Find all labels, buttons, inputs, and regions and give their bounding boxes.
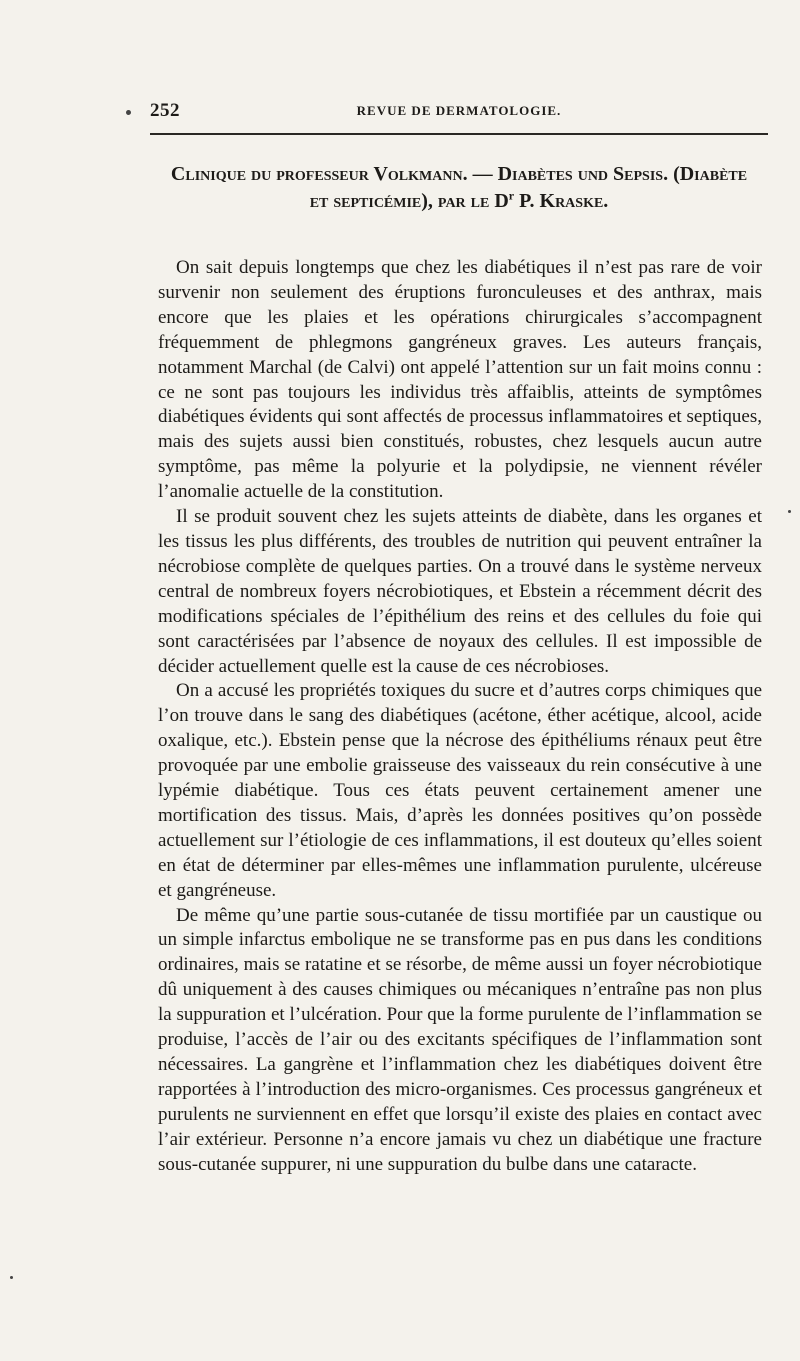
article-title-line-1: Clinique du professeur Volkmann. — Diabètes und Sepsis. (Diabète bbox=[170, 163, 748, 185]
article-title-line-2-start: et septicémie), par le D bbox=[309, 190, 509, 212]
margin-mark-dot bbox=[126, 110, 131, 115]
running-head bbox=[150, 100, 768, 124]
paragraph-2: Il se produit souvent chez les sujets atteints de diabète, dans les organes et les tissus les plus différents, des troubles de nutrition qui peuvent entraîner la nécrobiose complète de quelques parties. On a trouvé dans le système nerveux central de nombreux foyers nécrobiotiques, et Ebstein a récemment décrit des modifications spéciales de l’épithélium des reins et des cellules du foie qui sont caractérisées par l’absence de noyaux des cellules. Il est impossible de décider actuellement quelle est la cause de ces nécrobioses. bbox=[158, 506, 762, 677]
paragraph-4: De même qu’une partie sous-cutanée de tissu mortifiée par un caustique ou un simple infarctus embolique ne se transforme pas en pus dans les conditions ordinaires, mais se ratatine et se résorbe, de même aussi un foyer nécrobiotique dû uniquement à des causes chimiques ou mécaniques n’entraîne pas non plus la suppuration et l’ulcération. Pour que la forme purulente de l’inflammation se produise, l’accès de l’air ou des excitants spécifiques de l’inflammation sont nécessaires. La gangrène et l’inflammation chez les diabétiques doivent être rapportées à l’introduction des micro-organismes. Ces processus gangréneux et purulents ne surviennent en effet que lorsqu’il existe des plaies en contact avec l’air extérieur. Personne n’a encore jamais vu chez un diabétique une fracture sous-cutanée suppurer, ni une suppuration du bulbe dans une cataracte. bbox=[158, 904, 762, 1175]
article-title-superscript: r bbox=[508, 188, 515, 203]
article-title bbox=[158, 161, 760, 215]
article-title-line-2-end: P. Kraske. bbox=[514, 190, 609, 212]
page-number: 252 bbox=[150, 100, 180, 121]
margin-mark-dot bbox=[788, 510, 791, 513]
journal-title: REVUE DE DERMATOLOGIE. bbox=[356, 103, 562, 118]
header-rule bbox=[150, 133, 768, 135]
margin-mark-dot bbox=[10, 1276, 13, 1279]
paragraph-3: On a accusé les propriétés toxiques du sucre et d’autres corps chimiques que l’on trouve dans le sang des diabétiques (acétone, éther acétique, alcool, acide oxalique, etc.). Ebstein pense que la nécrose des épithéliums rénaux peut être provoquée par une embolie graisseuse des vaisseaux du rein consécutive à une lypémie diabétique. Tous ces états peuvent certainement amener une mortification des tissus. Mais, d’après les données positives qu’on possède actuellement sur l’étiologie de ces inflammations, il est douteux qu’elles soient en état de déterminer par elles-mêmes une inflammation purulente, ulcéreuse et gangréneuse. bbox=[158, 680, 762, 901]
paragraph-1: On sait depuis longtemps que chez les diabétiques il n’est pas rare de voir survenir non seulement des éruptions furonculeuses et des anthrax, mais encore que les plaies et les opérations chirurgicales s’accompagnent fréquemment de phlegmons gangréneux graves. Les auteurs français, notamment Marchal (de Calvi) ont appelé l’attention sur un fait moins connu : ce ne sont pas toujours les individus très affaiblis, atteints de symptômes diabétiques évidents qui sont affectés de processus inflammatoires et septiques, mais des sujets aussi bien constitués, robustes, chez lesquels aucun autre symptôme, pas même la polyurie et la polydipsie, ne viennent révéler l’anomalie actuelle de la constitution. bbox=[158, 257, 762, 503]
article-body bbox=[158, 256, 762, 1178]
